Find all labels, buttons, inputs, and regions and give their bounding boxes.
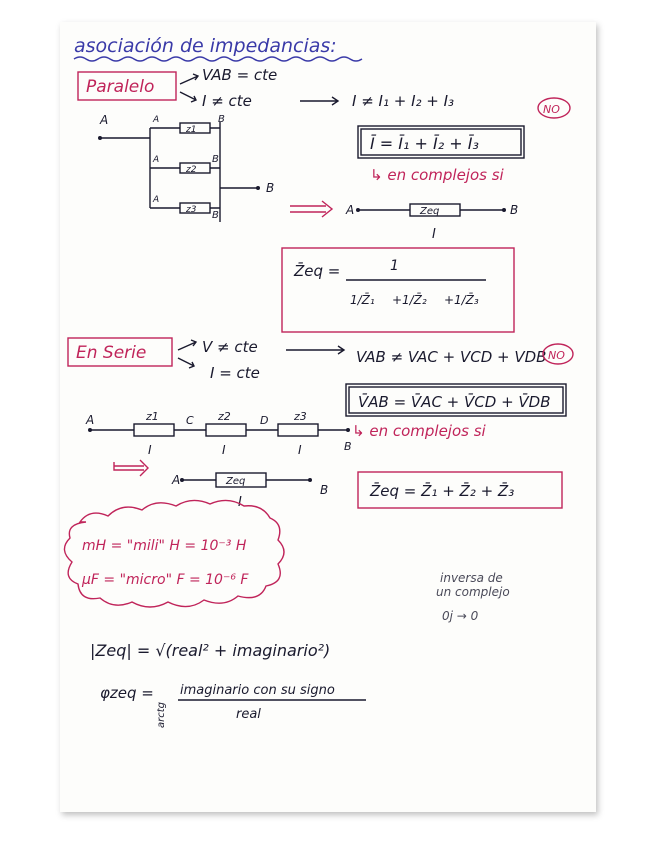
paralelo-branch-arrows: [180, 74, 198, 102]
series-i2: I: [222, 443, 226, 457]
series-z2: z2: [218, 410, 231, 423]
paralelo-formula-num: 1: [390, 258, 399, 274]
node-a-label: A: [100, 113, 109, 127]
svg-text:A: A: [153, 195, 160, 205]
serie-implies-arrow: [286, 346, 344, 354]
series-z1: z1: [146, 410, 159, 423]
page-title: asociación de impedancias:: [74, 35, 337, 57]
title-underline: [74, 57, 362, 61]
parallel-equivalent-arrow: [290, 201, 332, 217]
serie-cond-v: V ≠ cte: [202, 338, 258, 356]
svg-text:A: A: [153, 155, 160, 165]
svg-text:A: A: [172, 473, 181, 487]
paralelo-cond-i: I ≠ cte: [202, 92, 252, 110]
paralelo-eq-no: I ≠ I₁ + I₂ + I₃: [352, 92, 455, 110]
series-equivalent-circuit: [171, 473, 328, 510]
node-d: D: [260, 414, 269, 427]
cloud-line-1: mH = "mili" H = 10⁻³ H: [82, 538, 247, 554]
series-equivalent-arrow: [114, 460, 148, 476]
svg-text:A: A: [346, 203, 355, 217]
handwritten-notes: [60, 22, 596, 812]
series-z3: z3: [294, 410, 307, 423]
notebook-page: [60, 22, 596, 812]
svg-text:+: +: [392, 293, 403, 307]
serie-eq-zeq: Z̄eq = Z̄₁ + Z̄₂ + Z̄₃: [370, 482, 515, 500]
serie-eq-no: VAB ≠ VAC + VCD + VDB: [356, 348, 547, 366]
parallel-circuit: [98, 113, 274, 222]
series-circuit: [85, 410, 352, 457]
node-b-label: B: [266, 181, 275, 195]
paralelo-label: Paralelo: [86, 77, 155, 97]
series-zeq-label: Zeq: [226, 476, 246, 487]
serie-note: ↳ en complejos si: [352, 422, 486, 440]
z3-label: z3: [186, 205, 197, 215]
paralelo-cond-v: VAB = cte: [202, 66, 278, 84]
svg-text:B: B: [510, 203, 519, 217]
node-c: C: [186, 414, 194, 427]
side-note-line-3: 0j → 0: [442, 609, 479, 623]
paralelo-note: ↳ en complejos si: [370, 166, 504, 184]
serie-eq-boxed: V̄AB = V̄AC + V̄CD + V̄DB: [358, 393, 551, 411]
parallel-zeq-label: Zeq: [420, 206, 440, 217]
series-i3: I: [298, 443, 302, 457]
phase-numerator: imaginario con su signo: [180, 683, 335, 698]
parallel-current-label: I: [432, 227, 436, 242]
series-i1: I: [148, 443, 152, 457]
z1-label: z1: [186, 125, 197, 135]
z2-label: z2: [186, 165, 197, 175]
paralelo-implies-arrow: [300, 97, 338, 105]
phase-lhs: φzeq =: [100, 684, 154, 702]
svg-text:B: B: [212, 210, 219, 221]
paralelo-eq-boxed: Ī = Ī₁ + Ī₂ + Ī₃: [370, 134, 479, 153]
paralelo-no: NO: [543, 103, 560, 116]
paralelo-formula-den-1: 1/Z̄₁: [350, 293, 375, 307]
modulus-formula: |Zeq| = √(real² + imaginario²): [90, 641, 331, 660]
node-b: B: [344, 440, 352, 453]
series-equiv-current: I: [238, 495, 242, 510]
phase-denominator: real: [236, 707, 261, 722]
side-note-line-1: inversa de: [440, 571, 503, 585]
side-note-line-2: un complejo: [436, 585, 510, 599]
paralelo-formula-den-3: 1/Z̄₃: [454, 293, 479, 307]
paralelo-formula-lhs: Z̄eq =: [294, 262, 341, 280]
serie-cond-i: I = cte: [210, 364, 260, 382]
cloud-line-2: μF = "micro" F = 10⁻⁶ F: [82, 572, 249, 588]
svg-text:A: A: [153, 115, 160, 125]
svg-text:B: B: [320, 483, 329, 497]
phase-func: arctg: [156, 701, 167, 728]
paralelo-formula-den-2: 1/Z̄₂: [402, 293, 427, 307]
svg-text:B: B: [218, 114, 225, 125]
node-a: A: [86, 413, 95, 427]
svg-text:B: B: [212, 154, 219, 165]
svg-text:+: +: [444, 293, 455, 307]
serie-label: En Serie: [76, 343, 147, 363]
serie-no: NO: [548, 349, 565, 362]
serie-branch-arrows: [178, 340, 196, 368]
parallel-equivalent-circuit: [345, 203, 518, 242]
